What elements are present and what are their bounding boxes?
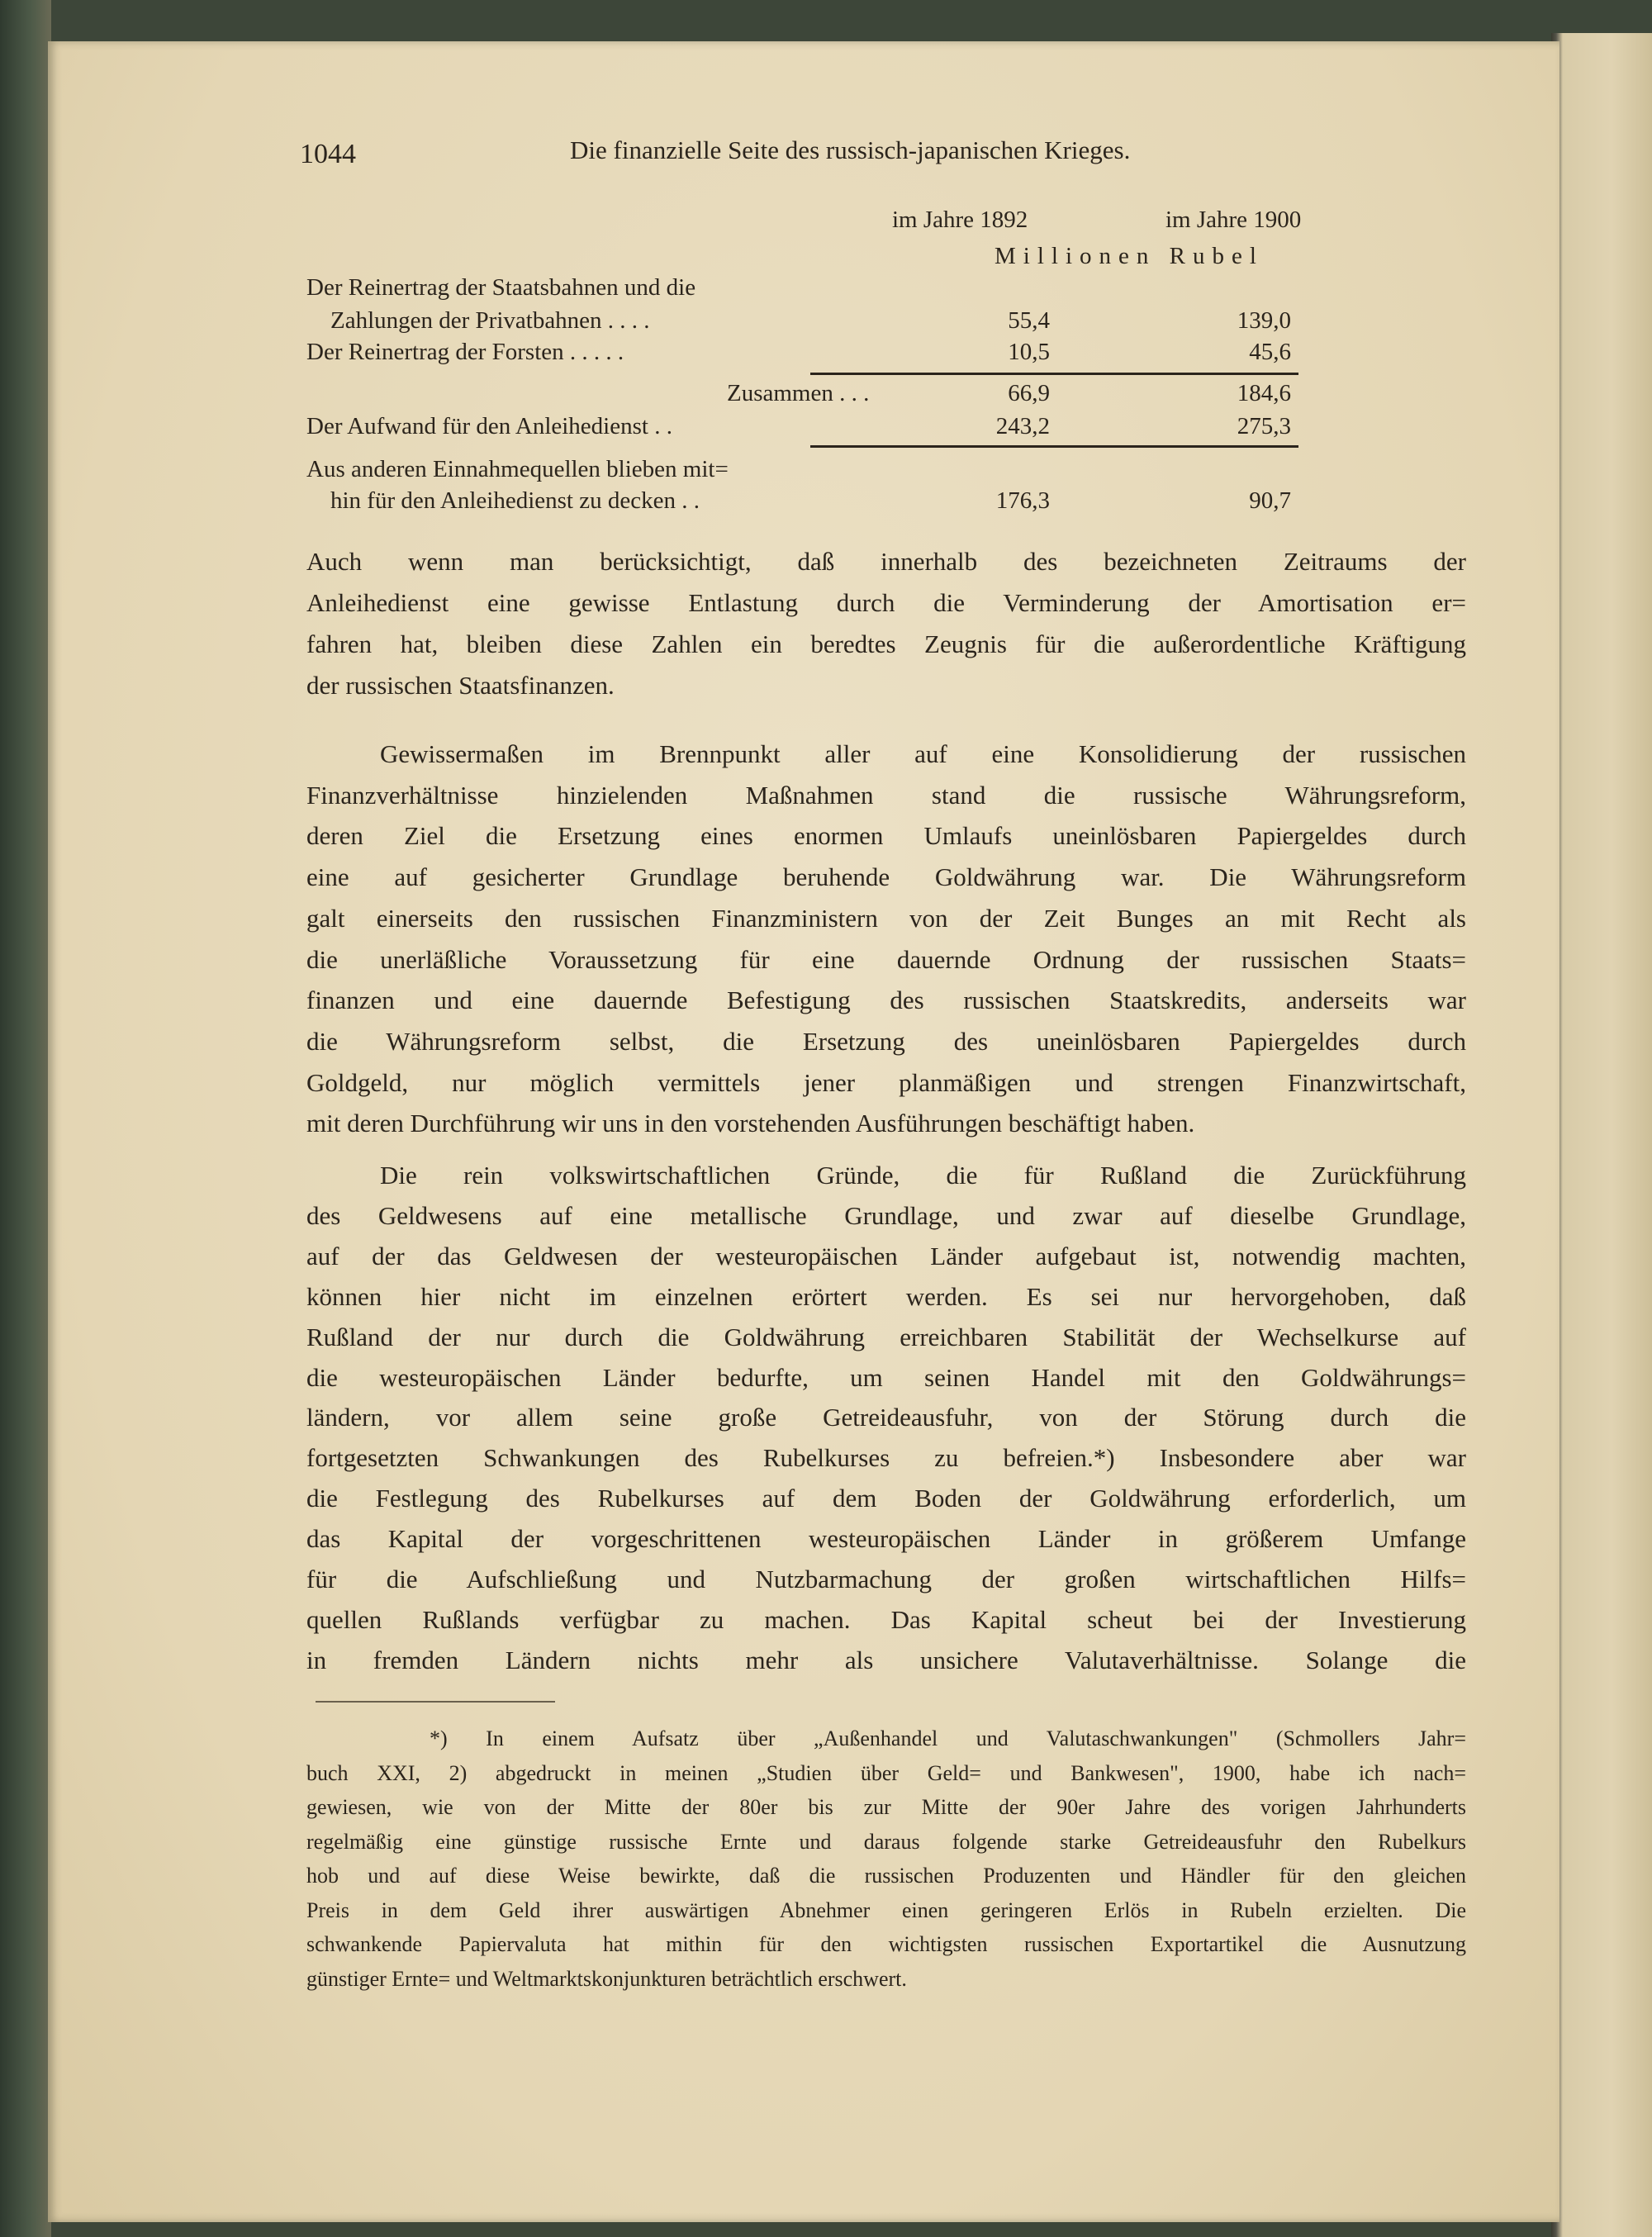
column-header-1892: im Jahre 1892 bbox=[892, 207, 1028, 233]
running-title: Die finanzielle Seite des russisch-japanischen Krieges. bbox=[570, 135, 1131, 164]
value-1900: 184,6 bbox=[1237, 380, 1291, 406]
facing-page-edge bbox=[1551, 33, 1652, 2237]
row-label: Zusammen . . . bbox=[727, 380, 870, 406]
paragraph-line: die westeuropäischen Länder bedurfte, um seinen Handel mit den Goldwährungs= bbox=[306, 1362, 1466, 1392]
value-1900: 45,6 bbox=[1249, 339, 1291, 365]
page-number: 1044 bbox=[300, 139, 356, 169]
column-header-1900: im Jahre 1900 bbox=[1165, 207, 1302, 233]
paragraph-line: Rußland der nur durch die Goldwährung erreichbaren Stabilität der Wechselkurse auf bbox=[306, 1322, 1466, 1351]
row-label: Aus anderen Einnahmequellen blieben mit= bbox=[306, 456, 729, 482]
paragraph-line: quellen Rußlands verfügbar zu machen. Das Kapital scheut bei der Investierung bbox=[306, 1604, 1466, 1634]
footnote-line: *) In einem Aufsatz über „Außenhandel und Valutaschwankungen" (Schmollers Jahr= bbox=[430, 1726, 1466, 1750]
value-1900: 139,0 bbox=[1237, 307, 1291, 334]
paragraph-line: des Geldwesens auf eine metallische Grundlage, und zwar auf dieselbe Grundlage, bbox=[306, 1200, 1466, 1230]
paragraph-line: die unerläßliche Voraussetzung für eine dauernde Ordnung der russischen Staats= bbox=[306, 944, 1466, 974]
value-1892: 10,5 bbox=[1008, 339, 1050, 365]
row-label: Der Aufwand für den Anleihedienst . . bbox=[306, 413, 672, 439]
paragraph-line: Goldgeld, nur möglich vermittels jener planmäßigen und strengen Finanzwirtschaft, bbox=[306, 1067, 1466, 1097]
value-1892: 66,9 bbox=[1008, 380, 1050, 406]
value-1892: 55,4 bbox=[1008, 307, 1050, 334]
paragraph-line: das Kapital der vorgeschrittenen westeuropäischen Länder in größerem Umfange bbox=[306, 1524, 1466, 1554]
footnote-line: schwankende Papiervaluta hat mithin für den wichtigsten russischen Exportartikel die Ausnutzung bbox=[306, 1932, 1466, 1956]
paragraph-line: fortgesetzten Schwankungen des Rubelkurses zu befreien.*) Insbesondere aber war bbox=[306, 1443, 1466, 1473]
paragraph-line: Anleihedienst eine gewisse Entlastung durch die Verminderung der Amortisation er= bbox=[306, 588, 1466, 617]
paragraph-line: mit deren Durchführung wir uns in den vorstehenden Ausführungen beschäftigt haben. bbox=[306, 1109, 1195, 1138]
paragraph-line: ländern, vor allem seine große Getreideausfuhr, von der Störung durch die bbox=[306, 1403, 1466, 1432]
paragraph-line: Auch wenn man berücksichtigt, daß innerhalb des bezeichneten Zeitraums der bbox=[306, 547, 1466, 576]
paragraph-line: können hier nicht im einzelnen erörtert werden. Es sei nur hervorgehoben, daß bbox=[306, 1281, 1466, 1311]
paragraph-line: auf der das Geldwesen der westeuropäischen Länder aufgebaut ist, notwendig machten, bbox=[306, 1241, 1466, 1270]
value-1900: 90,7 bbox=[1249, 487, 1291, 514]
footnote-line: hob und auf diese Weise bewirkte, daß die russischen Produzenten und Händler für den gleichen bbox=[306, 1864, 1466, 1888]
paragraph-line: in fremden Ländern nichts mehr als unsichere Valutaverhältnisse. Solange die bbox=[306, 1645, 1466, 1674]
paragraph-line: finanzen und eine dauernde Befestigung des russischen Staatskredits, anderseits war bbox=[306, 986, 1466, 1015]
paragraph-line: fahren hat, bleiben diese Zahlen ein beredtes Zeugnis für die außerordentliche Kräftigung bbox=[306, 629, 1466, 658]
paragraph-line: Gewissermaßen im Brennpunkt aller auf eine Konsolidierung der russischen bbox=[380, 739, 1466, 768]
footnote-line: gewiesen, wie von der Mitte der 80er bis zur Mitte der 90er Jahre des vorigen Jahrhunderts bbox=[306, 1795, 1466, 1819]
value-1900: 275,3 bbox=[1237, 413, 1291, 439]
paragraph-line: die Festlegung des Rubelkurses auf dem Boden der Goldwährung erforderlich, um bbox=[306, 1484, 1466, 1513]
paragraph-line: eine auf gesicherter Grundlage beruhende Goldwährung war. Die Währungsreform bbox=[306, 862, 1466, 892]
row-label: hin für den Anleihedienst zu decken . . bbox=[330, 487, 700, 514]
paragraph-line: Die rein volkswirtschaftlichen Gründe, die für Rußland die Zurückführung bbox=[380, 1161, 1466, 1190]
footnote-line: regelmäßig eine günstige russische Ernte und daraus folgende starke Getreideausfuhr den Rubelkurs bbox=[306, 1829, 1466, 1854]
footnote-line: günstiger Ernte= und Weltmarktskonjunkturen beträchtlich erschwert. bbox=[306, 1966, 907, 1991]
unit-label: Millionen Rubel bbox=[995, 243, 1264, 269]
value-1892: 176,3 bbox=[995, 487, 1050, 514]
row-label: Der Reinertrag der Forsten . . . . . bbox=[306, 339, 624, 365]
paragraph-line: die Währungsreform selbst, die Ersetzung des uneinlösbaren Papiergeldes durch bbox=[306, 1026, 1466, 1056]
paragraph-line: Finanzverhältnisse hinzielenden Maßnahmen stand die russische Währungsreform, bbox=[306, 780, 1466, 810]
sum-rule bbox=[810, 373, 1298, 375]
paragraph-line: für die Aufschließung und Nutzbarmachung der großen wirtschaftlichen Hilfs= bbox=[306, 1565, 1466, 1593]
paragraph-line: deren Ziel die Ersetzung eines enormen Umlaufs uneinlösbaren Papiergeldes durch bbox=[306, 821, 1466, 851]
footnote-separator bbox=[316, 1701, 555, 1703]
paragraph-line: der russischen Staatsfinanzen. bbox=[306, 671, 615, 700]
paragraph-line: galt einerseits den russischen Finanzministern von der Zeit Bunges an mit Recht als bbox=[306, 903, 1466, 933]
value-1892: 243,2 bbox=[995, 413, 1050, 439]
difference-rule bbox=[810, 445, 1298, 448]
row-label: Zahlungen der Privatbahnen . . . . bbox=[330, 307, 650, 334]
book-binding-edge bbox=[0, 0, 51, 2237]
footnote-line: Preis in dem Geld ihrer auswärtigen Abnehmer einen geringeren Erlös in Rubeln erzielten. Die bbox=[306, 1897, 1466, 1922]
row-label: Der Reinertrag der Staatsbahnen und die bbox=[306, 274, 696, 301]
footnote-line: buch XXI, 2) abgedruckt in meinen „Studien über Geld= und Bankwesen", 1900, habe ich nach= bbox=[306, 1760, 1466, 1785]
